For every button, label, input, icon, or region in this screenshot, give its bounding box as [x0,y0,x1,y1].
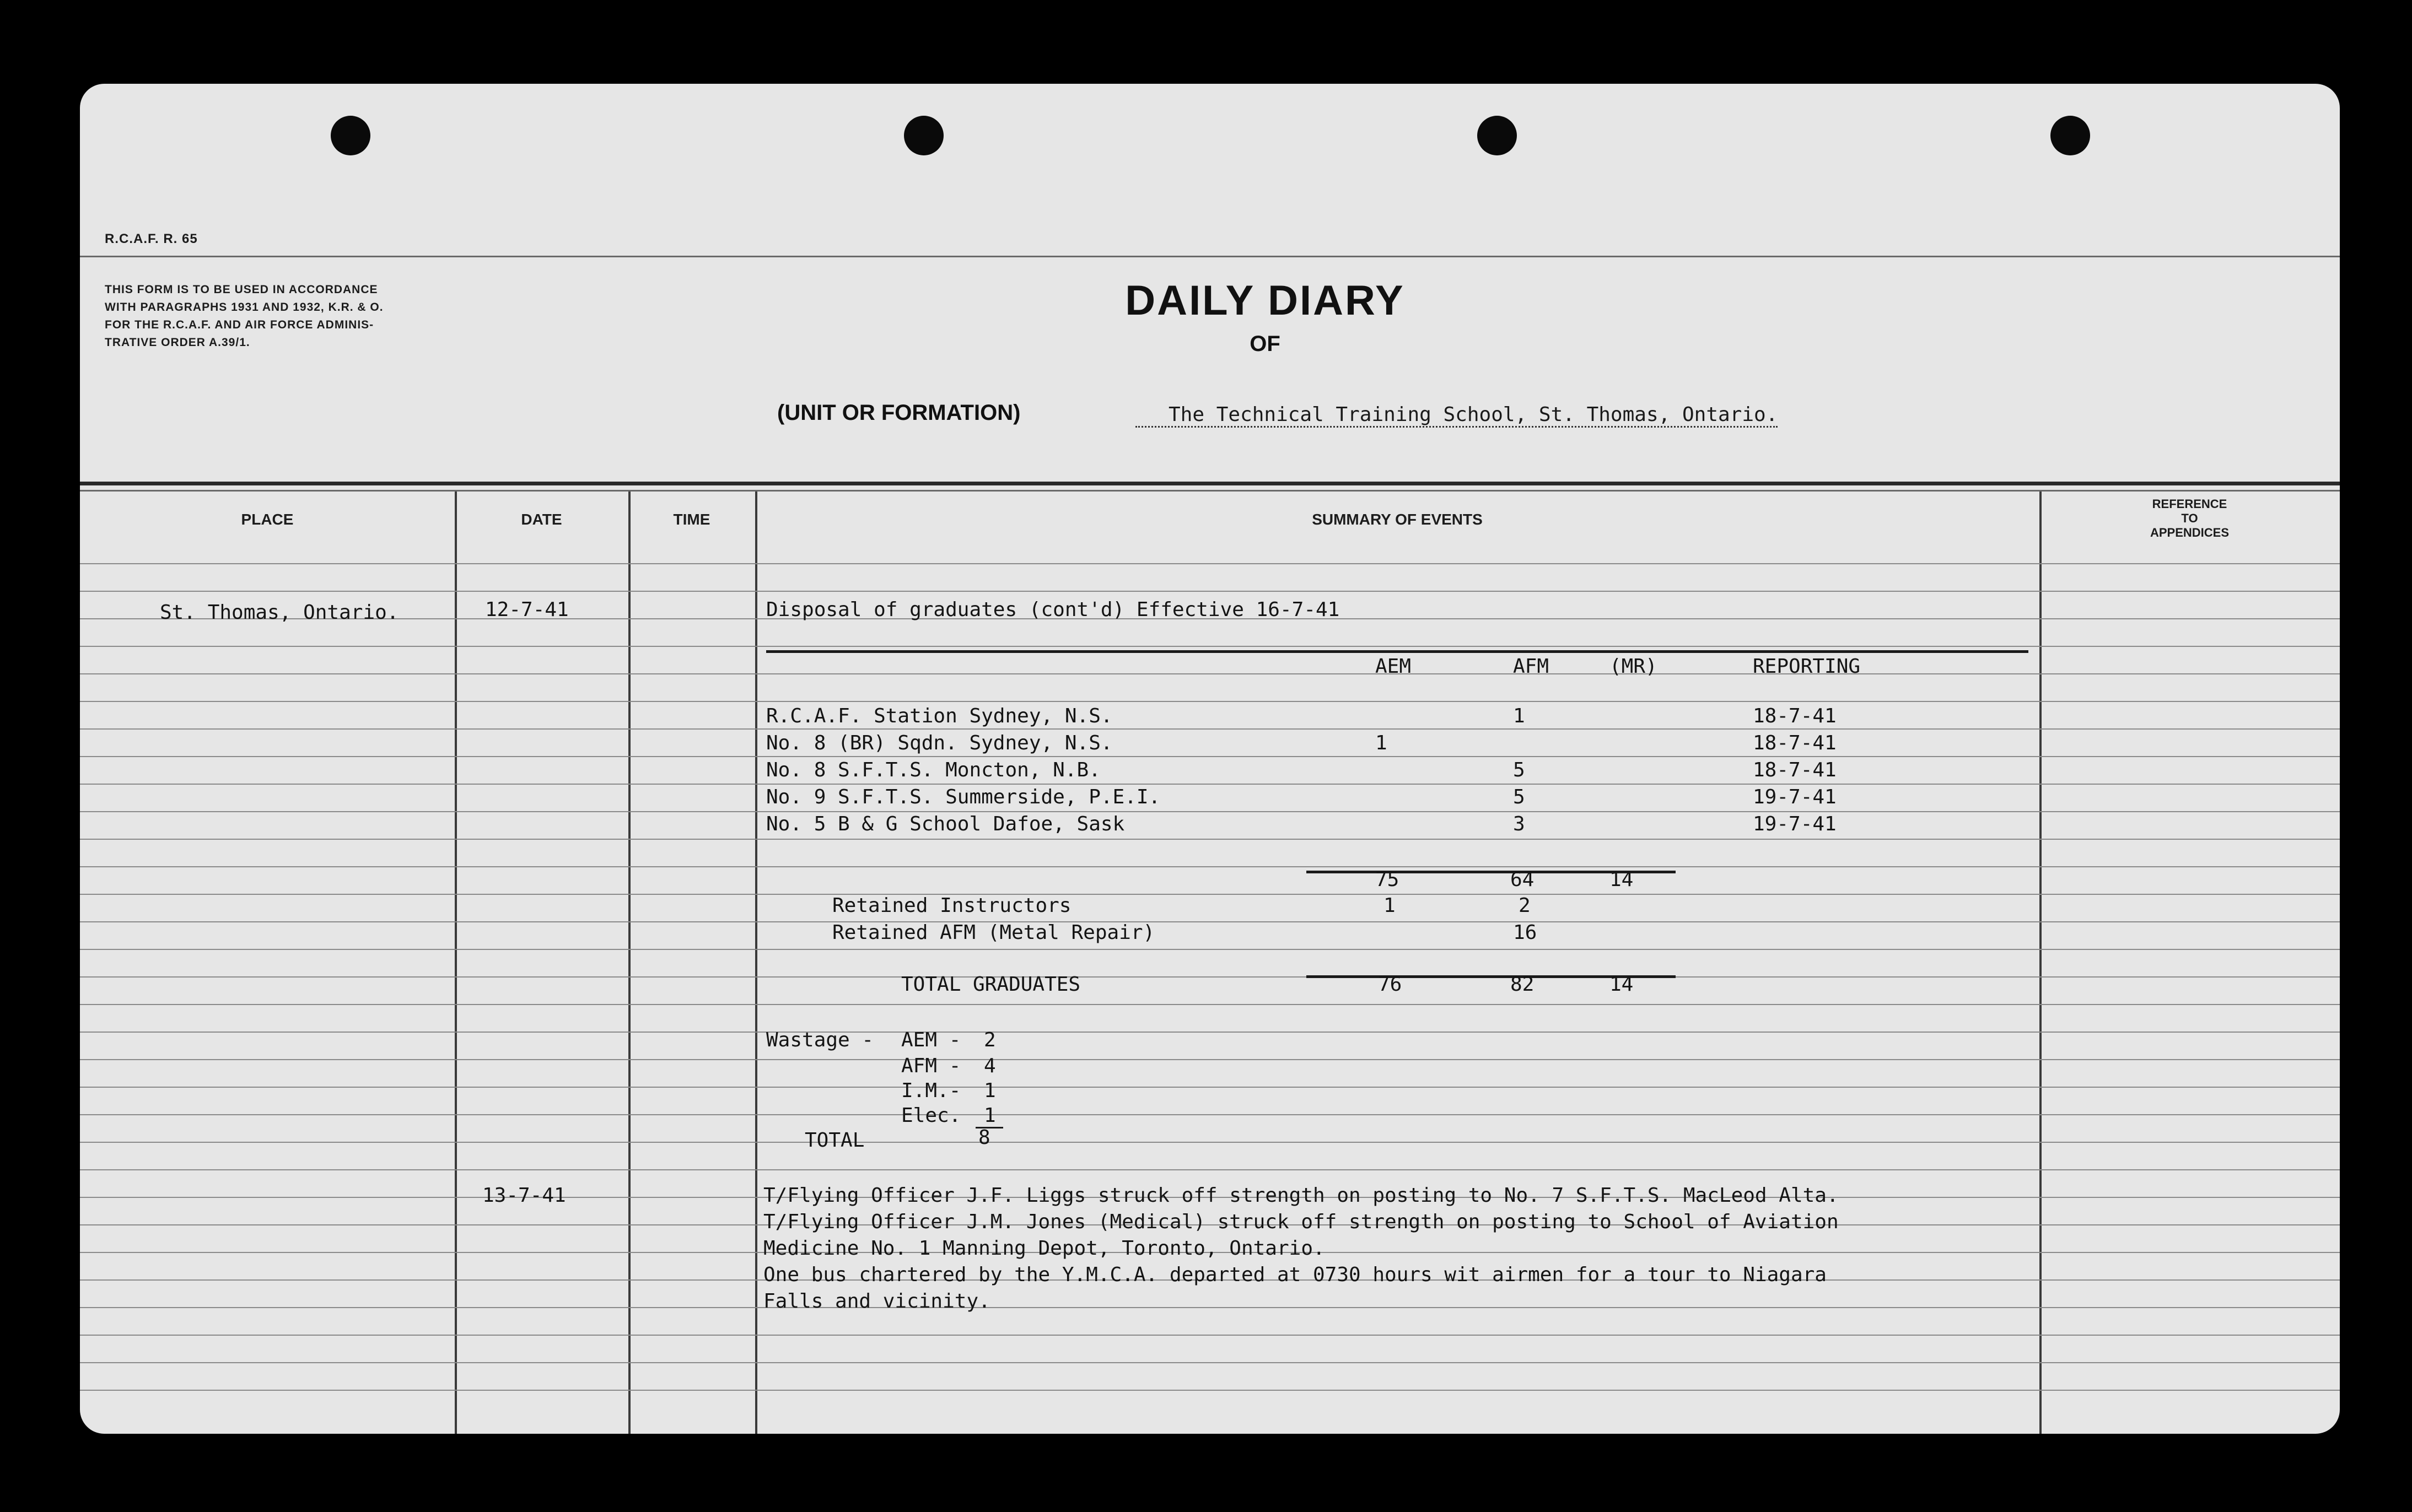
posting-afm: 5 [1513,759,1525,781]
header-mr: (MR) [1609,655,1657,678]
title-of: OF [1250,332,1280,356]
ruled-line [80,949,2340,950]
posting-reporting: 18-7-41 [1753,732,1837,754]
form-note-line: WITH PARAGRAPHS 1931 AND 1932, K.R. & O. [105,301,384,314]
wastage-count: 4 [984,1055,996,1077]
entry-place: St. Thomas, Ontario. [160,601,399,624]
punch-hole [331,116,370,155]
ruled-line [80,756,2340,757]
column-header-place: PLACE [241,511,294,528]
reference-line: APPENDICES [2150,526,2230,539]
ruled-line [80,591,2340,592]
table-top-rule-inner [80,490,2340,492]
ruled-line [80,1390,2340,1391]
retained-afm: 2 [1519,894,1531,917]
retained-afm: 16 [1513,921,1537,944]
ruled-line [80,839,2340,840]
column-divider [455,492,457,1434]
event-line: T/Flying Officer J.M. Jones (Medical) struck off strength on posting to School of Aviation [763,1211,1839,1233]
header-reporting: REPORTING [1753,655,1861,678]
ruled-line [80,646,2340,647]
ruled-line [80,1335,2340,1336]
entry-heading: Disposal of graduates (cont'd) Effective 16-7-41 [766,598,1340,621]
posting-reporting: 19-7-41 [1753,786,1837,808]
ruled-line [80,976,2340,978]
retained-label: Retained Instructors [832,894,1072,917]
total-aem: 76 [1378,973,1402,996]
table-rule [766,650,2028,653]
form-code: R.C.A.F. R. 65 [105,231,198,246]
punch-hole [904,116,944,155]
ruled-line [80,701,2340,702]
event-line: T/Flying Officer J.F. Liggs struck off strength on posting to No. 7 S.F.T.S. MacLeod Alta. [763,1184,1839,1207]
posting-reporting: 19-7-41 [1753,813,1837,835]
posting-unit: R.C.A.F. Station Sydney, N.S. [766,705,1113,727]
column-header-time: TIME [673,511,710,528]
ruled-line [80,921,2340,922]
ruled-line [80,728,2340,730]
ruled-line [80,1032,2340,1033]
wastage-trade: Elec. [901,1104,961,1127]
entry-date: 13-7-41 [482,1184,566,1207]
wastage-count: 1 [984,1104,996,1127]
header-aem: AEM [1375,655,1412,678]
reference-line: TO [2181,511,2198,525]
wastage-trade: AEM - [901,1029,961,1051]
ruled-line [80,1114,2340,1115]
event-line: Medicine No. 1 Manning Depot, Toronto, Ontario. [763,1237,1325,1260]
posting-unit: No. 8 (BR) Sqdn. Sydney, N.S. [766,732,1113,754]
form-note-line: FOR THE R.C.A.F. AND AIR FORCE ADMINIS- [105,318,374,331]
ruled-line [80,1307,2340,1308]
diary-card [80,84,2340,1434]
column-divider [2039,492,2042,1434]
total-mr: 14 [1609,973,1634,996]
posting-afm: 3 [1513,813,1525,835]
subtotal-afm: 64 [1510,868,1535,891]
form-note-line: THIS FORM IS TO BE USED IN ACCORDANCE [105,283,378,296]
column-divider [755,492,757,1434]
column-header-reference [2039,497,2340,540]
total-graduates-label: TOTAL GRADUATES [901,973,1081,996]
ruled-line [80,1004,2340,1005]
posting-unit: No. 5 B & G School Dafoe, Sask [766,813,1125,835]
unit-value: The Technical Training School, St. Thomas, Ontario. [1135,403,1778,428]
posting-afm: 5 [1513,786,1525,808]
column-header-summary: SUMMARY OF EVENTS [1312,511,1483,528]
punch-hole [2050,116,2090,155]
table-top-rule [80,482,2340,485]
form-note-line: TRATIVE ORDER A.39/1. [105,336,250,349]
ruled-line [80,1142,2340,1143]
reference-line: REFERENCE [2152,497,2227,511]
wastage-count: 1 [984,1079,996,1102]
header-divider [80,256,2340,257]
posting-unit: No. 8 S.F.T.S. Moncton, N.B. [766,759,1101,781]
ruled-line [80,1059,2340,1060]
form-note [105,281,557,352]
ruled-line [80,1362,2340,1363]
ruled-line [80,1169,2340,1170]
entry-date: 12-7-41 [485,598,569,621]
subtotal-aem: 75 [1375,868,1399,891]
wastage-total-label: TOTAL [805,1129,865,1152]
posting-afm: 1 [1513,705,1525,727]
posting-aem: 1 [1375,732,1387,754]
ruled-line [80,563,2340,564]
event-line: One bus chartered by the Y.M.C.A. departed at 0730 hours wit airmen for a tour to Niagara [763,1263,1827,1286]
punch-hole [1477,116,1517,155]
column-header-date: DATE [521,511,562,528]
wastage-total: 8 [978,1126,990,1149]
retained-label: Retained AFM (Metal Repair) [832,921,1155,944]
wastage-trade: AFM - [901,1055,961,1077]
wastage-label: Wastage - [766,1029,874,1051]
wastage-trade: I.M.- [901,1079,961,1102]
ruled-line [80,894,2340,895]
unit-label: (UNIT OR FORMATION) [777,401,1021,425]
header-afm: AFM [1513,655,1549,678]
ruled-line [80,866,2340,867]
column-divider [628,492,631,1434]
subtotal-mr: 14 [1609,868,1634,891]
ruled-line [80,811,2340,812]
ruled-line [80,673,2340,674]
posting-unit: No. 9 S.F.T.S. Summerside, P.E.I. [766,786,1161,808]
total-afm: 82 [1510,973,1535,996]
event-line: Falls and vicinity. [763,1290,990,1313]
ruled-line [80,784,2340,785]
retained-aem: 1 [1383,894,1396,917]
wastage-count: 2 [984,1029,996,1051]
ruled-line [80,1087,2340,1088]
page-title: DAILY DIARY [1125,277,1405,324]
posting-reporting: 18-7-41 [1753,759,1837,781]
posting-reporting: 18-7-41 [1753,705,1837,727]
